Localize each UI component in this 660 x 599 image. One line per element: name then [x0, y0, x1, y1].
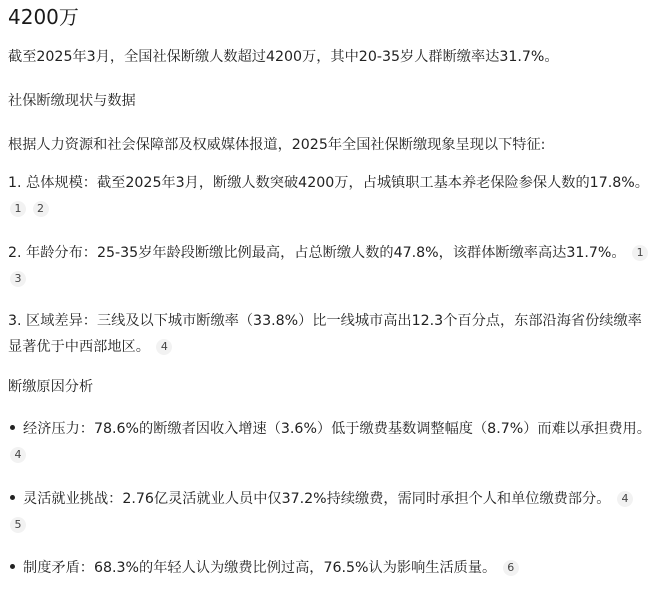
bullet-item-text: 制度矛盾：68.3%的年轻人认为缴费比例过高，76.5%认为影响生活质量。 — [23, 560, 497, 576]
list-item — [8, 240, 652, 292]
bullet-item — [8, 486, 652, 538]
bullet-icon — [10, 425, 15, 430]
section-lead: 根据人力资源和社会保障部及权威媒体报道，2025年全国社保断缴现象呈现以下特征: — [8, 137, 546, 153]
section-title-causes: 断缴原因分析 — [8, 379, 94, 395]
list-item — [8, 170, 652, 222]
headline: 4200万 — [8, 5, 79, 29]
bullet-item — [8, 416, 652, 468]
citation-badge[interactable]: 3 — [10, 271, 26, 287]
bullet-item — [8, 555, 652, 581]
list-item — [8, 308, 652, 360]
list-item-text: 1. 总体规模：截至2025年3月，断缴人数突破4200万，占城镇职工基本养老保险参保人数的17.8%。 — [8, 175, 649, 191]
citation-badge[interactable]: 4 — [156, 339, 172, 355]
intro-paragraph: 截至2025年3月，全国社保断缴人数超过4200万，其中20-35岁人群断缴率达31.7%。 — [8, 49, 559, 65]
bullet-icon — [10, 564, 15, 569]
section-title-status: 社保断缴现状与数据 — [8, 93, 136, 109]
bullet-item-text: 灵活就业挑战：2.76亿灵活就业人员中仅37.2%持续缴费，需同时承担个人和单位缴费部分。 — [23, 491, 611, 507]
citation-badge[interactable]: 4 — [617, 491, 633, 507]
bullet-icon — [10, 495, 15, 500]
bullet-item-text: 经济压力：78.6%的断缴者因收入增速（3.6%）低于缴费基数调整幅度（8.7%）而难以承担费用。 — [23, 421, 651, 437]
citation-badge[interactable]: 6 — [503, 560, 519, 576]
citation-badge[interactable]: 4 — [10, 447, 26, 463]
list-item-text: 2. 年龄分布：25-35岁年龄段断缴比例最高，占总断缴人数的47.8%，该群体断缴率高达31.7%。 — [8, 245, 626, 261]
citation-badge[interactable]: 1 — [10, 201, 26, 217]
citation-badge[interactable]: 5 — [10, 517, 26, 533]
citation-badge[interactable]: 2 — [33, 201, 49, 217]
citation-badge[interactable]: 1 — [632, 245, 648, 261]
list-item-text: 3. 区域差异：三线及以下城市断缴率（33.8%）比一线城市高出12.3个百分点，东部沿海省份续缴率显著优于中西部地区。 — [8, 313, 642, 355]
